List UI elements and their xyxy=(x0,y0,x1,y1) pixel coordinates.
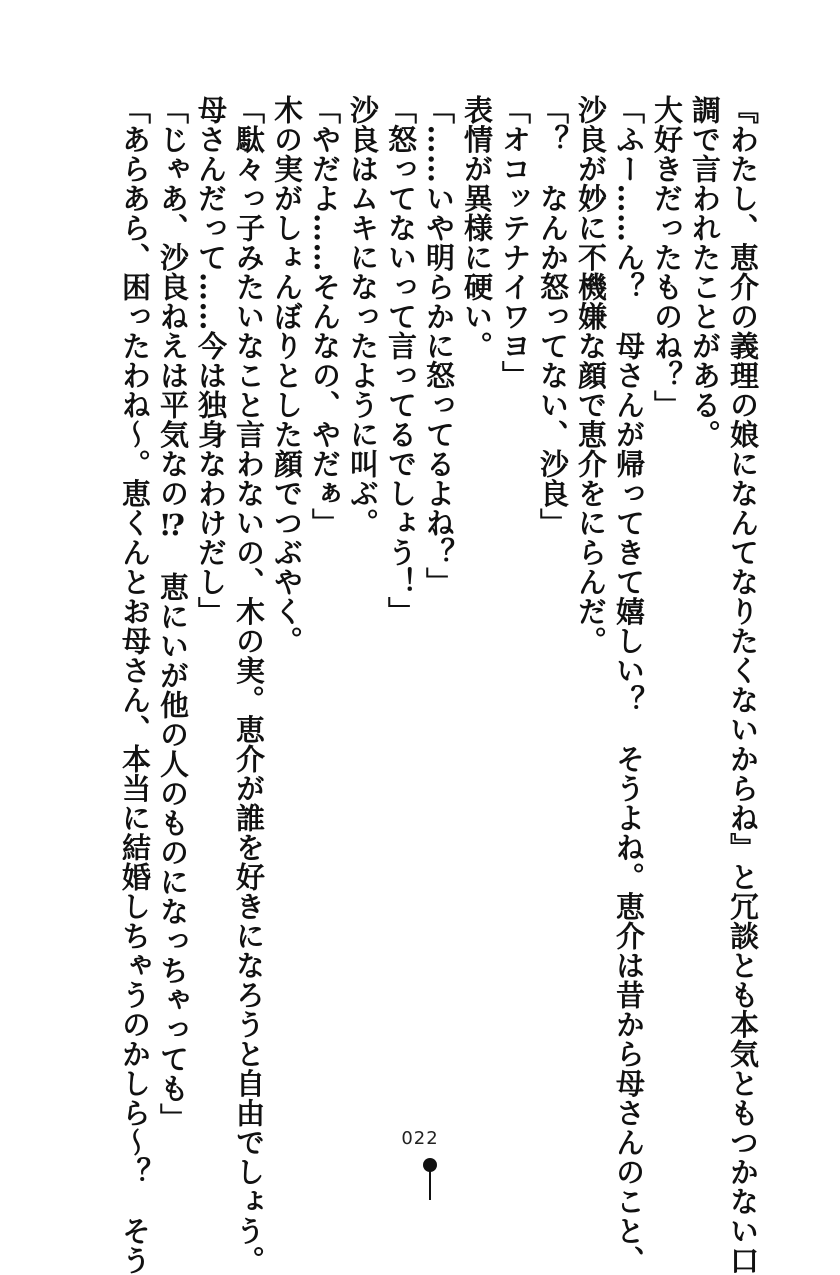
text-line: 「やだよ……そんなの、やだぁ」 xyxy=(308,95,342,538)
text-line: 「怒ってないって言ってるでしょう！」 xyxy=(384,95,418,626)
text-line: 「じゃあ、沙良ねえは平気なの⁉ 恵にいが他の人のものになっちゃっても」 xyxy=(156,95,190,1133)
text-line: 『わたし、恵介の義理の娘になんてなりたくないからね』と冗談とも本気ともつかない口 xyxy=(726,95,760,1275)
text-line: 母さんだって……今は独身なわけだし」 xyxy=(194,95,228,626)
text-line: 大好きだったものね？」 xyxy=(650,95,684,420)
text-line: 「？ なんか怒ってない、沙良」 xyxy=(536,95,570,538)
text-line: 沙良はムキになったように叫ぶ。 xyxy=(346,95,380,538)
text-line: 「オコッテナイワヨ」 xyxy=(498,95,532,390)
text-line: 表情が異様に硬い。 xyxy=(460,95,494,361)
text-line: 沙良が妙に不機嫌な顔で恵介をにらんだ。 xyxy=(574,95,608,656)
text-line: 調で言われたことがある。 xyxy=(688,95,722,449)
text-line: 木の実がしょんぼりとした顔でつぶやく。 xyxy=(270,95,304,656)
text-line: 「ふー……ん？ 母さんが帰ってきて嬉しい？ そうよね。恵介は昔から母さんのこと、 xyxy=(612,95,646,1275)
text-line: 「あらあら、困ったわね～。恵くんとお母さん、本当に結婚しちゃうのかしら～？ そう xyxy=(118,95,152,1275)
text-line: 「……いや明らかに怒ってるよね？」 xyxy=(422,95,456,597)
page-number: 022 xyxy=(401,1128,439,1149)
bookmark-line-icon xyxy=(429,1170,431,1200)
text-line: 「駄々っ子みたいなこと言わないの、木の実。恵介が誰を好きになろうと自由でしょう。 xyxy=(232,95,266,1275)
